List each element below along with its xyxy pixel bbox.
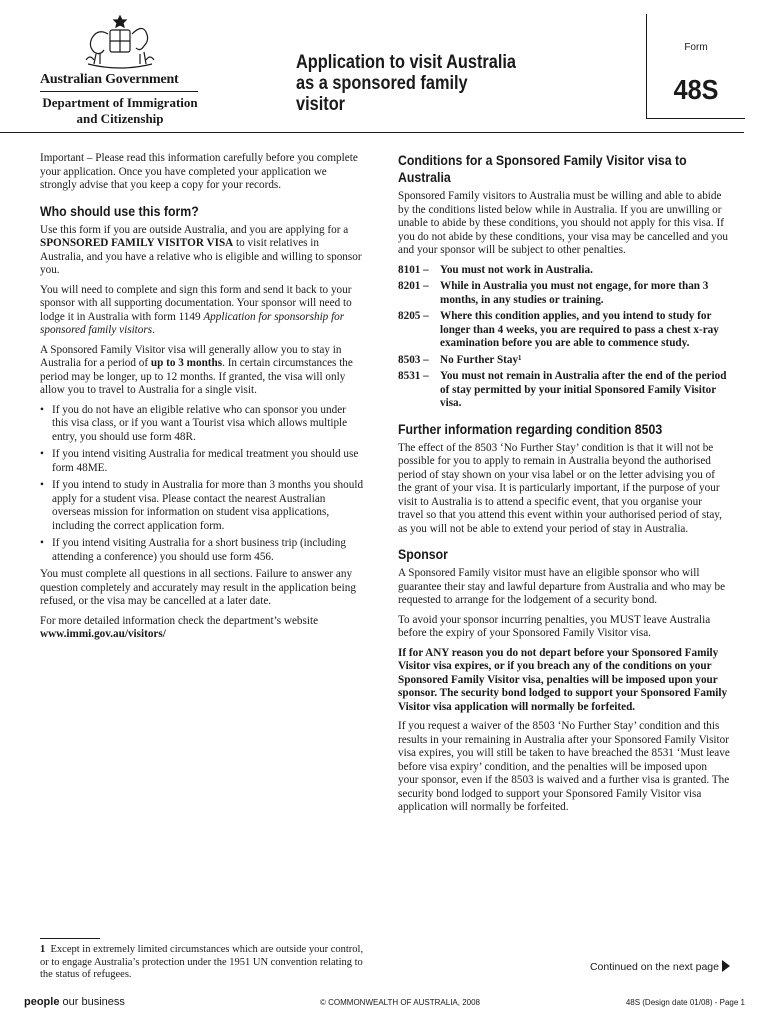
- intro-text: Important – Please read this information carefully before you complete your application. Once you have completed your application we strongly advise that you keep a copy for your records.: [40, 152, 358, 191]
- sponsor-paragraph-2: To avoid your sponsor incurring penalties, you MUST leave Australia before the expiry of your Sponsored Family Visitor visa.: [398, 613, 711, 639]
- who-p2-text-a: You will need to complete and sign this form and send it back to your sponsor with all supporting documentation. Your sponsor will need to lodge it in Australia with form 1149: [40, 283, 352, 323]
- further-info-heading: Further information regarding condition 8503: [398, 420, 663, 437]
- bullet-icon: •: [40, 479, 44, 491]
- continued-next-page: [560, 960, 730, 973]
- footnote-divider: [40, 938, 100, 939]
- title-line-2: as a sponsored family visitor: [296, 73, 468, 115]
- government-divider: [40, 91, 198, 92]
- list-item: [40, 537, 364, 564]
- form-label: Form: [684, 42, 708, 53]
- more-info-text: [40, 615, 364, 629]
- sponsor-warning: If for ANY reason you do not depart before your Sponsored Family Visitor visa expires, or if you breach any of the conditions on your Sponsored Family Visitor visa, penalties will be imposed upon your sponsor. The security bond lodged to support your Sponsored Family Visitor visa application will normally be forfeited.: [398, 646, 728, 713]
- list-item: [40, 448, 364, 475]
- visa-type-emphasis: SPONSORED FAMILY VISITOR VISA: [40, 237, 234, 249]
- header-divider: [0, 132, 744, 133]
- page-title: [296, 52, 520, 115]
- list-item: [40, 479, 364, 533]
- tagline-bold: people: [24, 996, 60, 1008]
- copyright-notice: © COMMONWEALTH OF AUSTRALIA, 2008: [320, 998, 480, 1007]
- condition-code: 8531 –: [398, 370, 429, 382]
- right-arrow-icon: [722, 960, 730, 972]
- continued-label: Continued on the next page: [589, 961, 719, 973]
- form-1149-title: Application for sponsorship for sponsored family visitors: [40, 310, 345, 336]
- condition-code: 8101 –: [398, 263, 429, 276]
- bullet-icon: •: [40, 403, 44, 416]
- footnote: [40, 944, 370, 982]
- condition-item: [398, 264, 730, 278]
- department-name: [40, 95, 200, 127]
- list-item-text: If you intend to study in Australia for more than 3 months you should apply for a student visa. Please contact the nearest Australian overseas mission for information on student visa applications, including the correct application form.: [52, 479, 364, 532]
- who-p2-text-b: .: [152, 324, 155, 336]
- page-info: 48S (Design date 01/08) - Page 1: [625, 998, 745, 1007]
- condition-text: You must not remain in Australia after the end of the period of stay permitted by your initial Sponsored Family Visitor visa.: [440, 370, 727, 409]
- tagline-rest: our business: [59, 996, 125, 1008]
- condition-text: No Further Stay¹: [440, 353, 522, 366]
- who-paragraph-2: [40, 284, 364, 338]
- further-info-text: The effect of the 8503 ‘No Further Stay’ condition is that it will not be possible for you to apply to remain in Australia beyond the authorised period of stay shown on your visa label or on the letter advising you of the grant of your visa. It is particularly important, if the purpose of your visit to Australia is to attend a specific event, that you organise your travel so that you attend this event within your authorised period of stay, as you will not be able to extend your period of stay in Australia.: [398, 441, 722, 535]
- government-name: Australian Government: [40, 72, 179, 87]
- more-info-label: For more detailed information check the department’s website: [40, 614, 319, 627]
- who-p3-text-a: A Sponsored Family Visitor visa will generally allow you to stay in Australia for a period of: [40, 343, 342, 369]
- sponsor-heading: Sponsor: [398, 546, 448, 562]
- condition-code: 8503 –: [398, 353, 429, 366]
- conditions-heading: Conditions for a Sponsored Family Visitor visa to Australia: [398, 152, 687, 185]
- website-link[interactable]: www.immi.gov.au/visitors/: [40, 628, 166, 640]
- bullet-icon: •: [40, 537, 44, 549]
- who-p1-text-a: Use this form if you are outside Australia, and you are applying for a: [40, 223, 349, 236]
- who-should-use-heading: Who should use this form?: [40, 202, 199, 219]
- form-number-box: [646, 14, 745, 119]
- who-p1-text-b: to visit relatives in Australia, and you have a relative who is eligible and willing to sponsor you.: [40, 237, 362, 276]
- who-paragraph-3: [40, 344, 364, 398]
- sponsor-paragraph-1: A Sponsored Family visitor must have an eligible sponsor who will guarantee their stay and lawful departure from Australia and who may be requested to arrange for the lodgement of a security bond.: [398, 567, 726, 606]
- footnote-text: Except in extremely limited circumstances which are outside your control, or to engage Australia’s protection under the 1951 UN convention relating to the status of refugees.: [40, 944, 364, 980]
- condition-item: [398, 354, 730, 368]
- list-item: [40, 404, 364, 445]
- footnote-marker: 1: [40, 944, 46, 955]
- condition-code: 8201 –: [398, 280, 429, 292]
- condition-item: [398, 370, 730, 411]
- condition-code: 8205 –: [398, 310, 429, 322]
- form-number: 48S: [673, 74, 719, 105]
- who-paragraph-1: [40, 224, 364, 278]
- department-line-1: Department of Immigration: [42, 95, 198, 110]
- condition-text: Where this condition applies, and you intend to study for longer than 4 weeks, you are required to pass a chest x-ray examination before you are able to commence study.: [440, 310, 719, 349]
- condition-text: While in Australia you must not engage, for more than 3 months, in any studies or training.: [440, 280, 709, 306]
- condition-item: [398, 280, 730, 307]
- who-p3-text-b: . In certain circumstances the period may be longer, up to 12 months. If granted, the visa will only allow you to travel to Australia for a single visit.: [40, 357, 353, 396]
- alternative-forms-list: [40, 404, 364, 565]
- complete-all-questions-text: You must complete all questions in all sections. Failure to answer any question completely and accurately may result in the application being refused, or the visa may be cancelled at a later date.: [40, 568, 356, 607]
- conditions-intro: Sponsored Family visitors to Australia must be willing and able to abide by the conditions listed below while in Australia. If you are unwilling or unable to abide by these conditions, you should not apply for this visa. If you do not abide by these conditions, your visa may be cancelled and you and your sponsor will be subject to other penalties.: [398, 190, 728, 256]
- department-line-2: and Citizenship: [76, 111, 164, 126]
- footer-tagline: [24, 996, 125, 1008]
- list-item-text: If you intend visiting Australia for medical treatment you should use form 48ME.: [52, 448, 359, 474]
- list-item-text: If you intend visiting Australia for a short business trip (including attending a conference) you should use form 456.: [52, 537, 346, 563]
- right-column: [398, 152, 730, 821]
- condition-item: [398, 310, 730, 351]
- title-line-1: Application to visit Australia: [296, 52, 517, 73]
- bullet-icon: •: [40, 448, 44, 460]
- condition-text: You must not work in Australia.: [440, 263, 593, 276]
- left-column: [40, 152, 364, 648]
- list-item-text: If you do not have an eligible relative who can sponsor you under this visa class, or if you want a Tourist visa which allows multiple entry, you should use form 48R.: [52, 403, 348, 443]
- sponsor-paragraph-4: If you request a waiver of the 8503 ‘No Further Stay’ condition and this results in your remaining in Australia after your Sponsored Family Visitor visa expires, you will still be taken to have breached the 8531 ‘Must leave before visa expiry’ condition, and the penalties will be imposed upon your sponsor, even if the 8503 is waived and a further visa is granted. The security bond lodged to support your Sponsored Family Visitor visa application will normally be forfeited.: [398, 720, 730, 813]
- coat-of-arms-icon: [78, 14, 162, 70]
- stay-period-emphasis: up to 3 months: [150, 357, 223, 369]
- conditions-list: [398, 264, 730, 411]
